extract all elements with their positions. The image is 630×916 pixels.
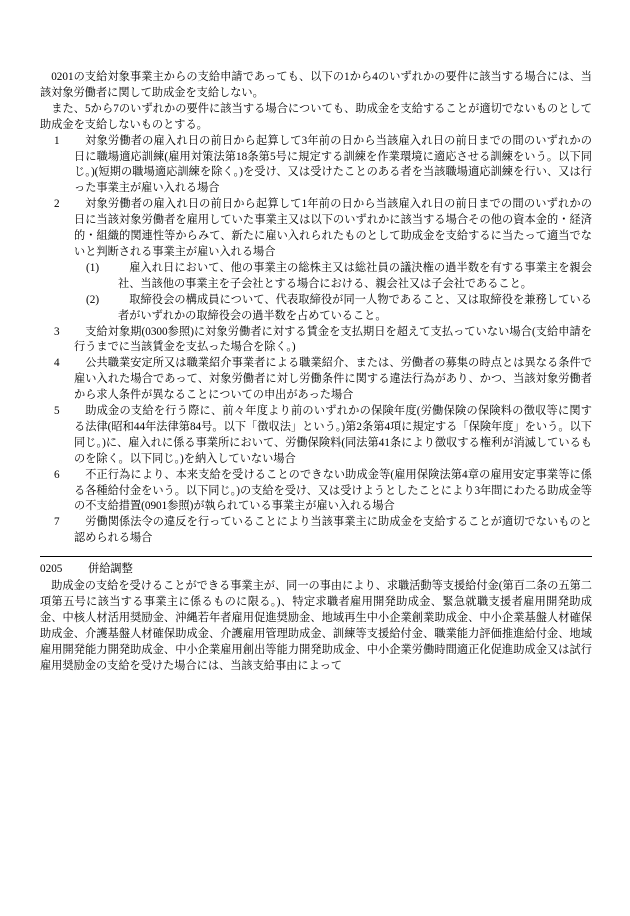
section-divider [40, 556, 592, 557]
list-item-text: 対象労働者の雇入れ日の前日から起算して3年前の日から当該雇入れ日の前日までの間のいずれかの日に職場適応訓練(雇用対策法第18条第5号に規定する訓練を作業環境に適応させる訓練をいう。以下同じ。)(短期の職場適応訓練を除く。)を受け、又は受けたことのある者を当該職場適応訓練を行い、又は行った事業主が雇い入れる場合 [74, 134, 592, 195]
list-item-text: 対象労働者の雇入れ日の前日から起算して1年前の日から当該雇入れ日の前日までの間のいずれかの日に当該対象労働者を雇用していた事業主又は以下のいずれかに該当する場合その他の資本金的・経済的・組織的関連性等からみて、新たに雇い入れられたものとして助成金を支給するに当たって適当でないと判断される事業主が雇い入れる場合 [74, 198, 592, 258]
list-item-text: 不正行為により、本来支給を受けることのできない助成金等(雇用保険法第4章の雇用安定事業等に係る各種給付金をいう。以下同じ。)の支給を受け、又は受けようとしたことにより3年間にわたる助成金等の不支給措置(0901参照)が執られている事業主が雇い入れる場合 [74, 468, 592, 513]
intro-paragraph-2: また、5から7のいずれかの要件に該当する場合についても、助成金を支給することが適切でないものとして助成金を支給しないものとする。 [40, 102, 592, 131]
list-item [54, 356, 592, 404]
sub-list-item-text: 取締役会の構成員について、代表取締役が同一人物であること、又は取締役を兼務している者がいずれかの取締役会の過半数を占めていること。 [118, 293, 592, 322]
list-item-text: 支給対象期(0300参照)に対象労働者に対する賃金を支払期日を超えて支払っていない場合(支給申請を行うまでに当該賃金を支払った場合を除く。) [74, 325, 592, 354]
sub-list-item-text: 雇入れ日において、他の事業主の総株主又は総社員の議決権の過半数を有する事業主を親会社、当該他の事業主を子会社とする場合における、親会社又は子会社であること。 [118, 261, 592, 290]
intro-paragraph-1: 0201の支給対象事業主からの支給申請であっても、以下の1から4のいずれかの要件に該当する場合には、当該対象労働者に関して助成金を支給しない。 [40, 71, 592, 99]
sub-list-item-number: (1) [86, 261, 100, 274]
list-item-number: 2 [54, 198, 60, 211]
section-title: 併給調整 [88, 563, 133, 576]
list-item-number: 1 [54, 134, 60, 147]
list-item [54, 468, 592, 516]
list-item-text: 助成金の支給を行う際に、前々年度より前のいずれかの保険年度(労働保険の保険料の徴収等に関する法律(昭和44年法律第84号。以下「徴収法」という。)第2条第4項に規定する「保険年度」をいう。以下同じ。)に、雇入れに係る事業所において、労働保険料(同法第41条により徴収する権利が消滅しているものを除く。以下同じ。)を納入していない場合 [74, 405, 592, 465]
list-item-number: 7 [54, 516, 60, 529]
list-item [54, 325, 592, 357]
section-body: 助成金の支給を受けることができる事業主が、同一の事由により、求職活動等支援給付金(第百二条の五第二項第五号に該当する事業主に係るものに限る。)、特定求職者雇用開発助成金、緊急就職支援者雇用開発助成金、中核人材活用奨励金、沖縄若年者雇用促進奨励金、地域再生中小企業創業助成金、中小企業基盤人材確保助成金、介護基盤人材確保助成金、介護雇用管理助成金、訓練等支援給付金、職業能力評価推進給付金、地域雇用開発能力開発助成金、中小企業雇用創出等能力開発助成金、中小企業労働時間適正化促進助成金又は試行雇用奨励金の支給を受けた場合には、当該支給事由によって [40, 580, 592, 672]
list-item-number: 4 [54, 357, 60, 370]
list-item [54, 197, 592, 261]
list-item-number: 3 [54, 325, 60, 338]
list-item-text: 労働関係法令の違反を行っていることにより当該事業主に助成金を支給することが適切でないものと認められる場合 [74, 516, 592, 545]
list-item-number: 5 [54, 405, 60, 418]
sub-list-item [86, 261, 592, 293]
list-item-text: 公共職業安定所又は職業紹介事業者による職業紹介、または、労働者の募集の時点とは異なる条件で雇い入れた場合であって、対象労働者に対し労働条件に関する違法行為があり、かつ、当該対象労働者から求人条件が異なることについての申出があった場合 [74, 357, 592, 402]
sub-list-item [86, 293, 592, 325]
list-item [54, 134, 592, 198]
list-item [54, 515, 592, 547]
list-item-number: 6 [54, 468, 60, 481]
section-number: 0205 [40, 563, 63, 576]
sub-list-item-number: (2) [86, 293, 100, 306]
list-item [54, 404, 592, 468]
section-heading [40, 562, 592, 578]
